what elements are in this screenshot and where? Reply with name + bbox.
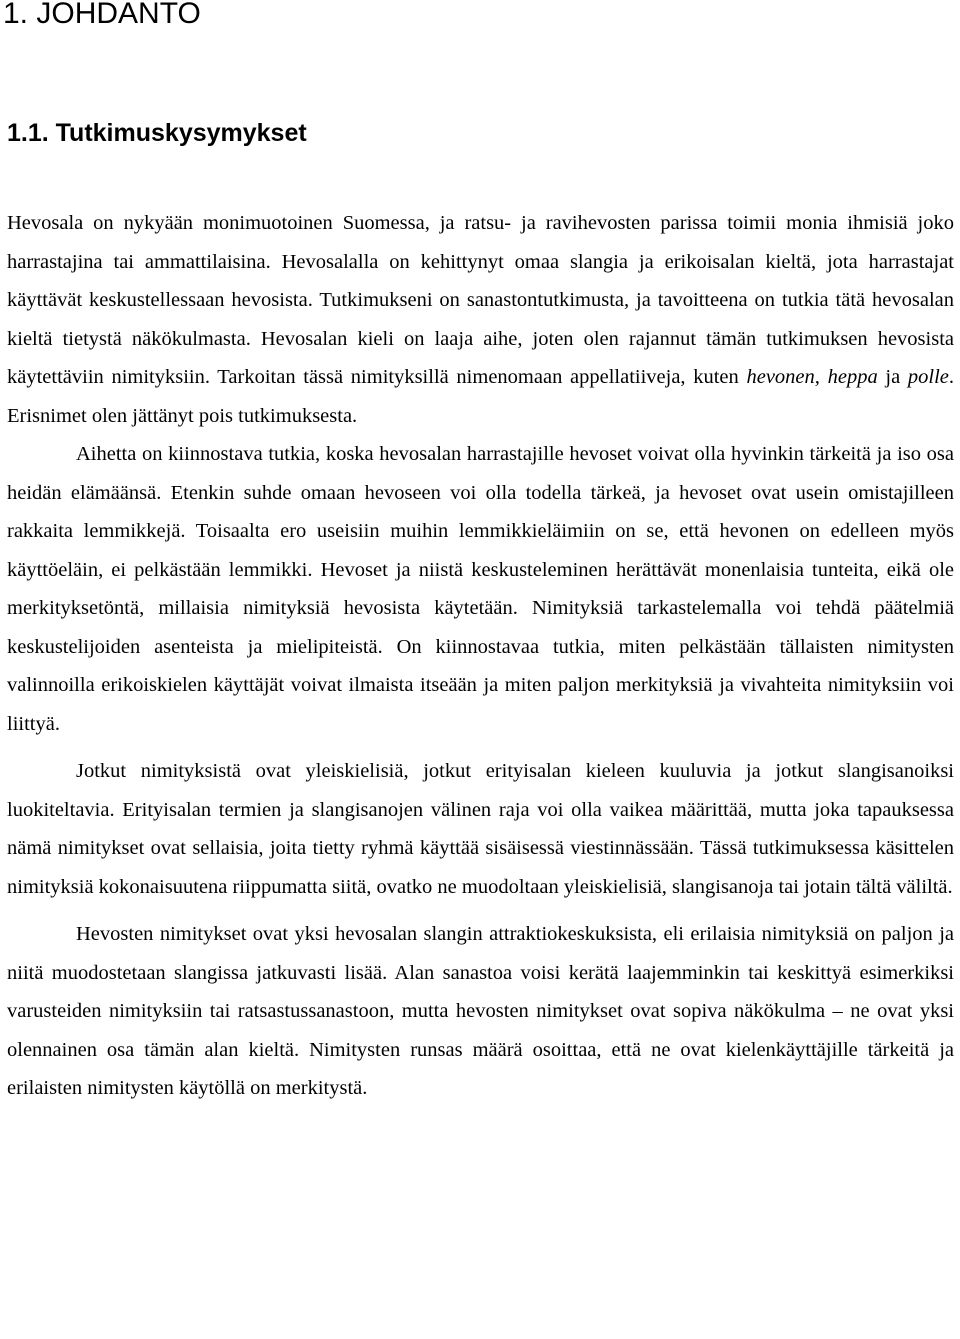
paragraph-4: Hevosten nimitykset ovat yksi hevosalan slangin attraktiokeskuksista, eli erilaisia nimityksiä on paljon ja niitä muodostetaan slangissa jatkuvasti lisää. Alan sanastoa voisi kerätä laajemminkin tai keskittyä esimerkiksi varusteiden nimityksiin tai ratsastussanastoon, mutta hevosten nimitykset ovat sopiva näkökulma – ne ovat yksi olennainen osa tämän alan kieltä. Nimitysten runsas määrä osoittaa, että ne ovat kielenkäyttäjille tärkeitä ja erilaisten nimitysten käytöllä on merkitystä. [7,923,954,1099]
paragraph-1-ending: . Erisnimet olen jättänyt pois tutkimuksesta. [7,366,955,427]
paragraph-1-text: Hevosala on nykyään monimuotoinen Suomessa, ja ratsu- ja ravihevosten parissa toimii monia ihmisiä joko harrastajina tai ammattilaisina. Hevosalalla on kehittynyt omaa slangia ja erikoisalan kieltä, jota harrastajat käyttävät keskustellessaan hevosista. Tutkimukseni on sanastontutkimusta, ja tavoitteena on tutkia tätä hevosalan kieltä tietystä näkökulmasta. Hevosalan kieli on laaja aihe, joten olen rajannut tämän tutkimuksen hevosista käytettäviin nimityksiin. Tarkoitan tässä nimityksillä nimenomaan appellatiiveja, kuten [7,212,954,388]
section-heading: 1.1. Tutkimuskysymykset [7,119,307,147]
paragraph-3: Jotkut nimityksistä ovat yleiskielisiä, jotkut erityisalan kieleen kuuluvia ja jotkut slangisanoiksi luokiteltavia. Erityisalan termien ja slangisanojen välinen raja voi olla vaikea määrittää, mutta joka tapauksessa nämä nimitykset ovat sellaisia, joita tietty ryhmä käyttää sisäisessä viestinnässään. Tässä tutkimuksessa käsittelen nimityksiä kokonaisuutena riippumatta siitä, ovatko ne muodoltaan yleiskielisiä, slangisanoja tai jotain tältä väliltä. [7,760,954,898]
paragraph-2: Aihetta on kiinnostava tutkia, koska hevosalan harrastajille hevoset voivat olla hyvinkin tärkeitä ja iso osa heidän elämäänsä. Etenkin suhde omaan hevoseen voi olla todella tärkeä, ja hevoset ovat usein omistajilleen rakkaita lemmikkejä. Toisaalta ero useisiin muihin lemmikkieläimiin on se, että hevonen on edelleen myös käyttöeläin, ei pelkästään lemmikki. Hevoset ja niistä keskusteleminen herättävät monenlaisia tunteita, eikä ole merkityksetöntä, millaisia nimityksiä hevosista käytetään. Nimityksiä tarkastelemalla voi tehdä päätelmiä keskustelijoiden asenteista ja mielipiteistä. On kiinnostavaa tutkia, miten pelkästään tällaisten nimitysten valinnoilla erikoiskielen käyttäjät voivat ilmaista itseään ja miten paljon merkityksiä ja vivahteita nimityksiin voi liittyä. [7,443,954,735]
paragraph-1 [7,204,954,435]
example-word-polle: polle [907,366,949,388]
body-text [7,204,954,1108]
chapter-heading: 1. JOHDANTO [3,0,201,30]
paragraph-1-conjunction: ja [877,366,908,388]
example-words-1: hevonen, heppa [746,366,878,388]
